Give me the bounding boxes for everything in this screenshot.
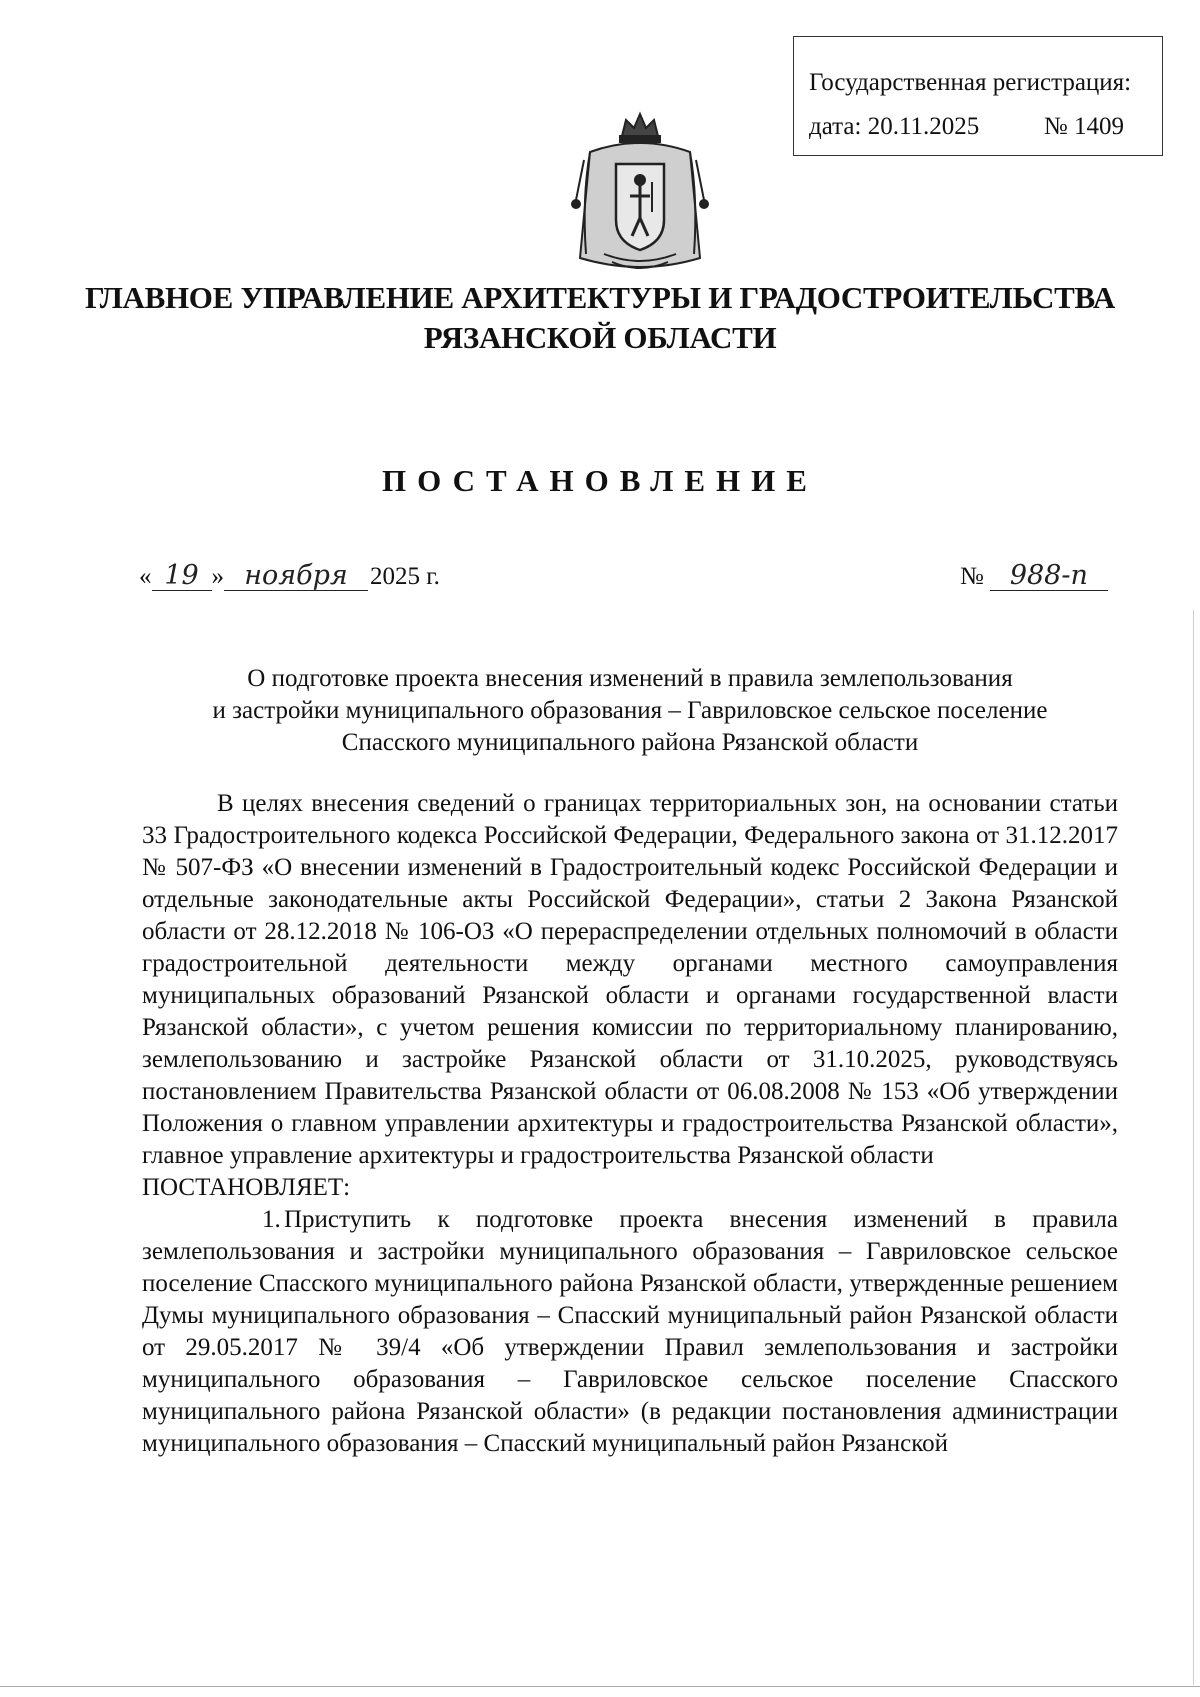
document-type-title: ПОСТАНОВЛЕНИЕ [382, 463, 818, 498]
subject-line1: О подготовке проекта внесения изменений в правила землепользования [247, 665, 1013, 692]
registration-title: Государственная регистрация: [809, 69, 1132, 96]
page-bottom-line [0, 1686, 1200, 1687]
registration-date: дата: 20.11.2025 [809, 113, 980, 140]
coat-of-arms-emblem [560, 108, 720, 278]
number-value: 988-п [990, 562, 1108, 591]
item-1 [142, 1204, 1118, 1460]
document-number [960, 562, 1108, 591]
document-date [139, 562, 440, 591]
registration-details [809, 105, 1162, 149]
decree-word: ПОСТАНОВЛЯЕТ: [142, 1174, 351, 1201]
document-subject [140, 663, 1120, 759]
item-1-text: Приступить к подготовке проекта внесения изменений в правила землепользования и застройки муниципального образования – Гавриловское сельское поселение Спасского муниципального района Рязанской области, утвержденные решением Думы муниципального образования – Спасский муниципальный район Рязанской области от 29.05.2017 № 39/4 «Об утверждении Правил землепользования и застройки муниципального образования – Гавриловское сельское поселение Спасского муниципального района Рязанской области» (в редакции постановления администрации муниципального образования – Спасский муниципальный район Рязанской [142, 1206, 1118, 1457]
date-open-quote: « [139, 563, 152, 590]
item-1-number: 1. [262, 1206, 281, 1233]
date-close-quote: » [211, 563, 224, 590]
scan-edge-line [1193, 610, 1194, 1685]
organization-name-line1: ГЛАВНОЕ УПРАВЛЕНИЕ АРХИТЕКТУРЫ И ГРАДОСТРОИТЕЛЬСТВА [84, 280, 1115, 315]
number-prefix: № [960, 563, 984, 590]
registration-stamp [793, 36, 1163, 156]
organization-name-line2: РЯЗАНСКОЙ ОБЛАСТИ [423, 320, 777, 355]
document-body [142, 788, 1118, 1460]
date-month: ноября [224, 562, 368, 591]
date-day: 19 [152, 562, 212, 591]
preamble-paragraph: В целях внесения сведений о границах территориальных зон, на основании статьи 33 Градостроительного кодекса Российской Федерации, Федерального закона от 31.12.2017 № 507-ФЗ «О внесении изменений в Градостроительный кодекс Российской Федерации и отдельные законодательные акты Российской Федерации», статьи 2 Закона Рязанской области от 28.12.2018 № 106-ОЗ «О перераспределении отдельных полномочий в области градостроительной деятельности между органами местного самоуправления муниципальных образований Рязанской области и органами государственной власти Рязанской области», с учетом решения комиссии по территориальному планированию, землепользованию и застройке Рязанской области от 31.10.2025, руководствуясь постановлением Правительства Рязанской области от 06.08.2008 № 153 «Об утверждении Положения о главном управлении архитектуры и градостроительства Рязанской области», главное управление архитектуры и градостроительства Рязанской области [142, 790, 1118, 1169]
subject-line3: Спасского муниципального района Рязанской области [341, 729, 919, 756]
registration-number: № 1409 [1043, 113, 1124, 140]
date-year: 2025 г. [370, 563, 440, 590]
subject-line2: и застройки муниципального образования – Гавриловское сельское поселение [212, 697, 1048, 724]
